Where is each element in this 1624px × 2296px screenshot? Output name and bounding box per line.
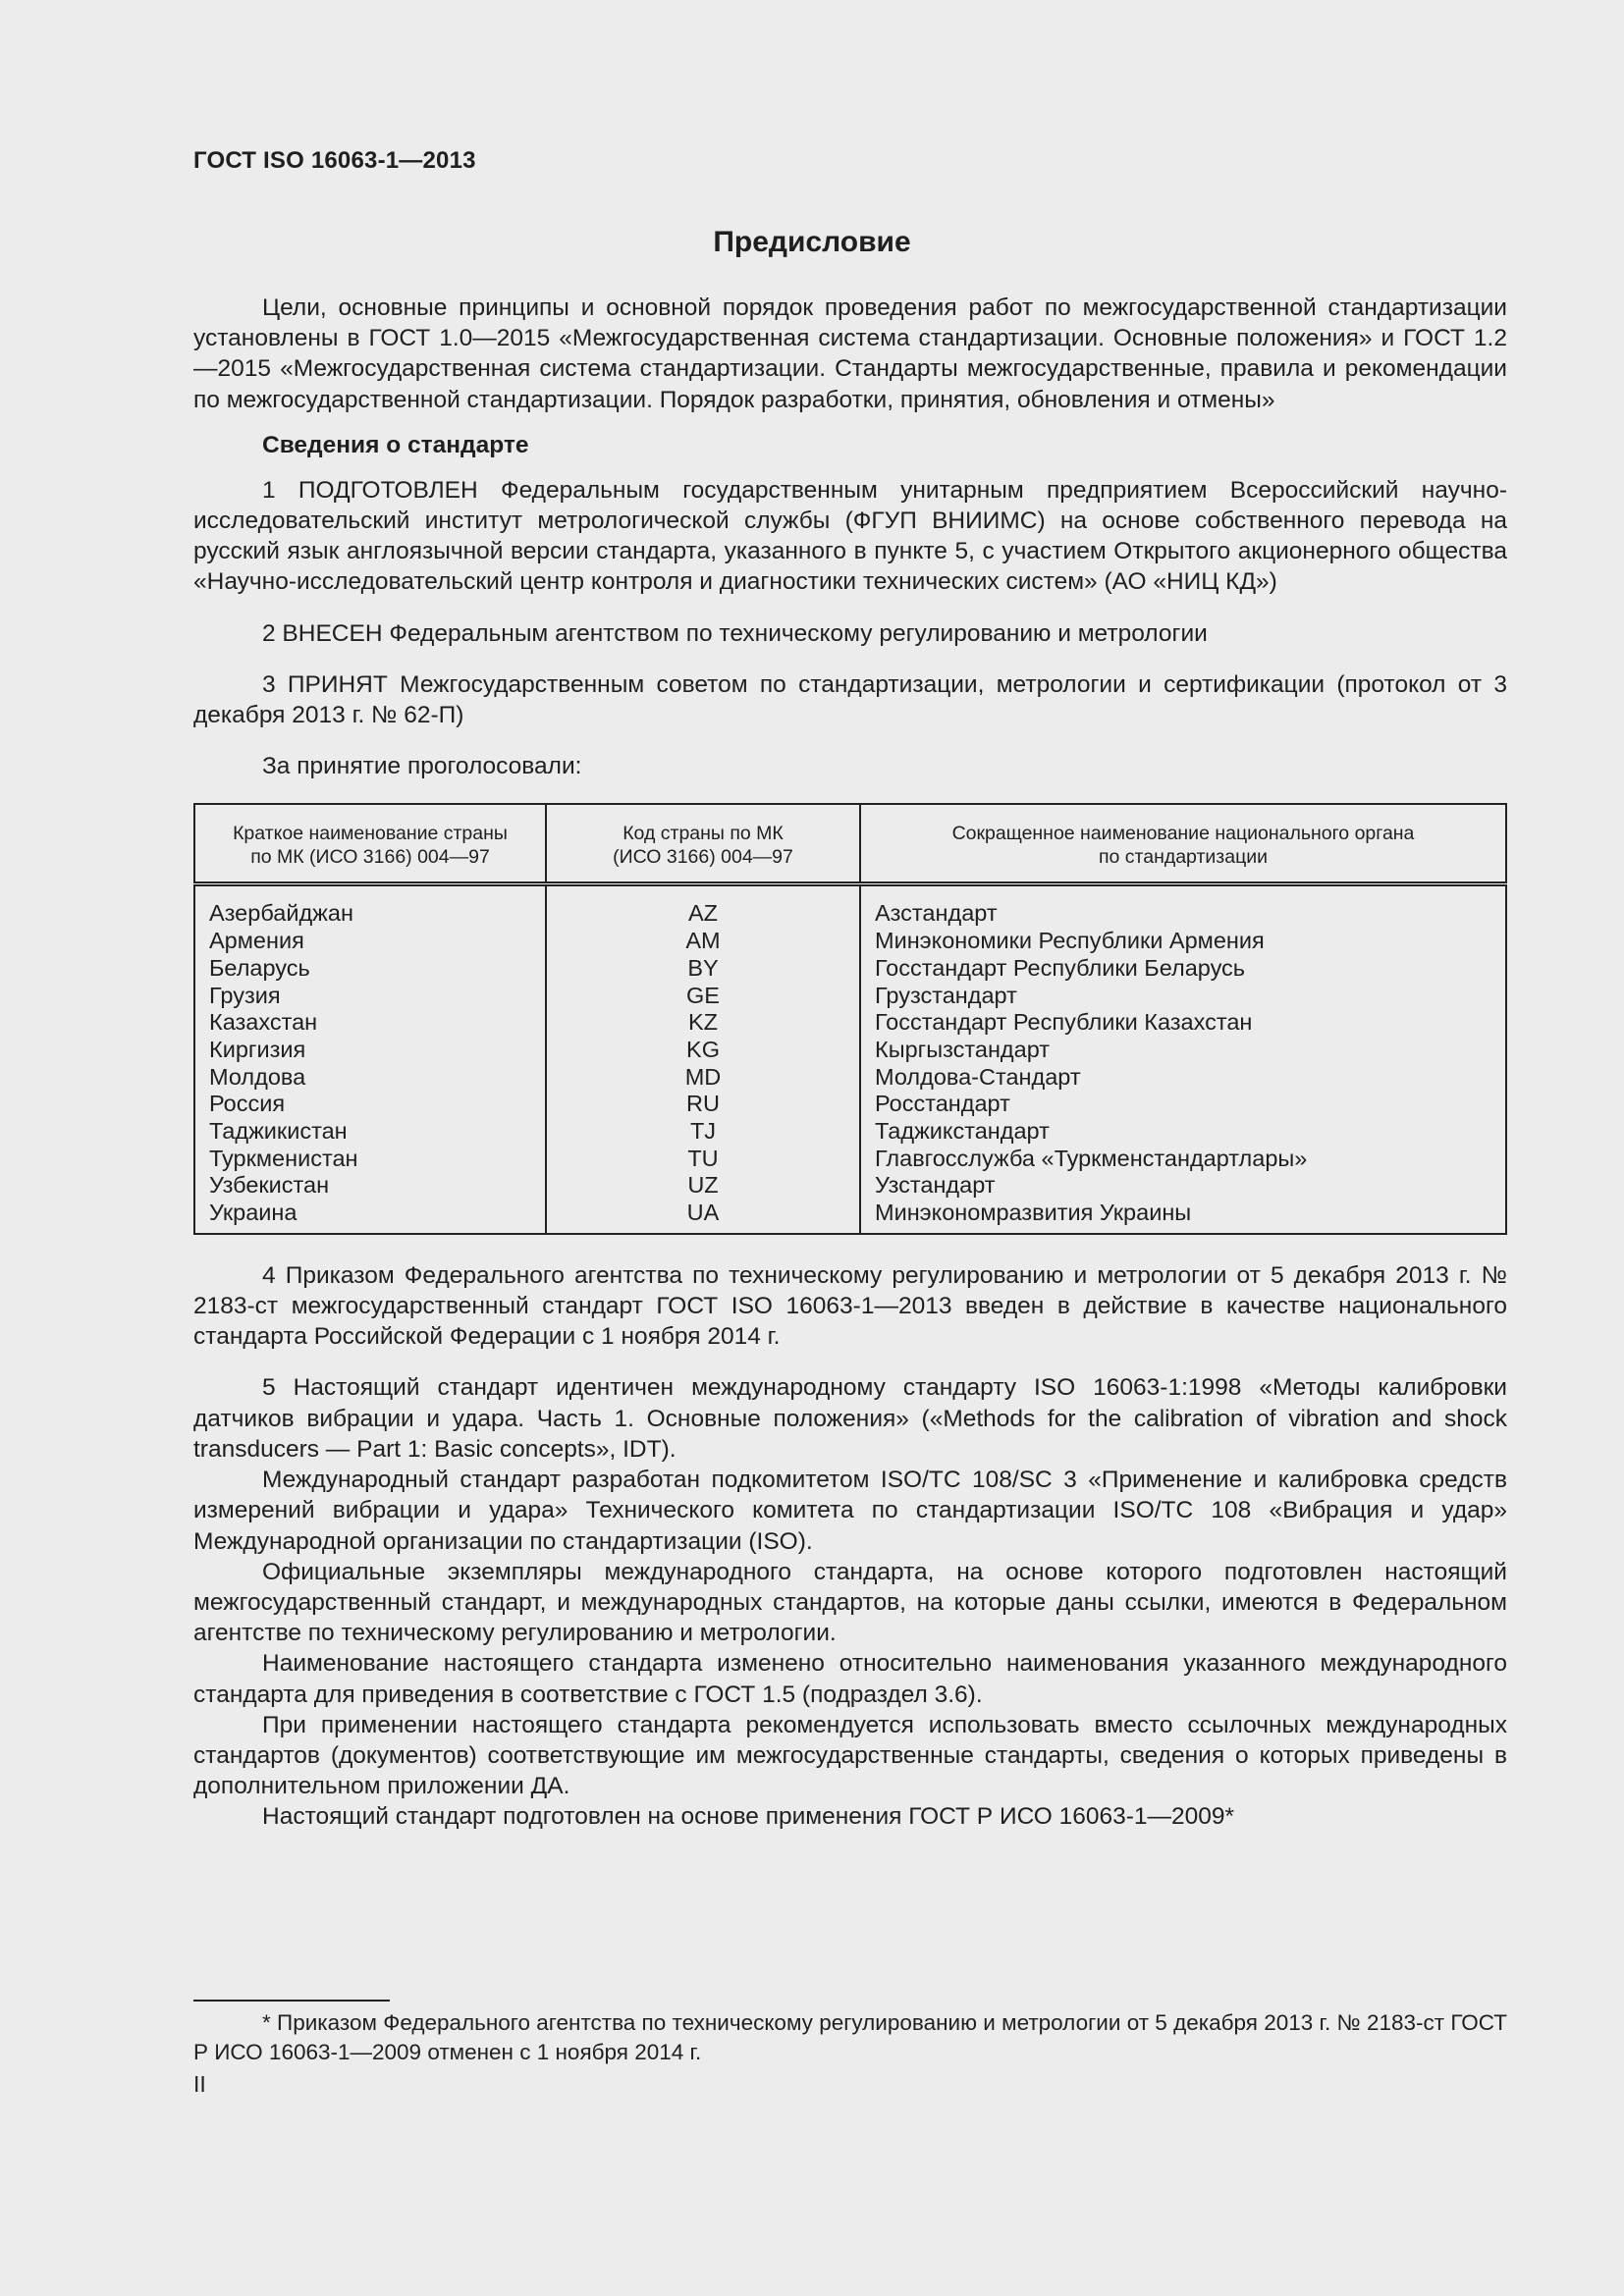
body-cell: Узстандарт — [875, 1172, 996, 1199]
country-cell: Туркменистан — [209, 1145, 358, 1171]
page-number: II — [193, 2071, 206, 2097]
item-1: 1 ПОДГОТОВЛЕН Федеральным государственным унитарным предприятием Всероссийский научно-исследовательский институт метрологической службы (ФГУП ВНИИМС) на основе собственного перевода на русский язык англоязычной версии стандарта, указанного в пункте 5, с участием Открытого акционерного общества «Научно-исследовательский центр контроля и диагностики технических систем» (АО «НИЦ КД») — [193, 476, 1507, 596]
table-body-row — [194, 884, 1506, 1234]
code-column — [546, 884, 860, 1234]
section-heading: Сведения о стандарте — [262, 431, 529, 458]
item-5-paragraph-6: Настоящий стандарт подготовлен на основе применения ГОСТ Р ИСО 16063-1—2009* — [262, 1803, 1235, 1831]
body-cell: Молдова-Стандарт — [875, 1063, 1081, 1090]
document-body — [193, 293, 1507, 1833]
item-2: 2 ВНЕСЕН Федеральным агентством по техническому регулированию и метрологии — [262, 619, 1208, 647]
country-cell: Азербайджан — [209, 900, 353, 927]
country-cell: Узбекистан — [209, 1172, 330, 1199]
body-cell: Азстандарт — [875, 900, 998, 927]
header-country: Краткое наименование страны по МК (ИСО 3166) 004—97 — [194, 804, 546, 884]
item-5-paragraph-4: Наименование настоящего стандарта изменено относительно наименования указанного международного стандарта для приведения в соответствие с ГОСТ 1.5 (подраздел 3.6). — [193, 1650, 1507, 1708]
body-cell: Госстандарт Республики Казахстан — [875, 1009, 1253, 1036]
page-title: Предисловие — [713, 226, 911, 258]
body-cell: Минэкономразвития Украины — [875, 1200, 1192, 1226]
item-4: 4 Приказом Федерального агентства по техническому регулированию и метрологии от 5 декабря 2013 г. № 2183-ст межгосударственный стандарт ГОСТ ISO 16063-1—2013 введен в действие в качестве национального стандарта Российской Федерации с 1 ноября 2014 г. — [193, 1261, 1507, 1351]
code-cell: KZ — [687, 1009, 719, 1036]
code-cell: TU — [687, 1145, 719, 1171]
code-cell: AM — [685, 928, 721, 954]
item-3: 3 ПРИНЯТ Межгосударственным советом по стандартизации, метрологии и сертификации (протокол от 3 декабря 2013 г. № 62-П) — [193, 670, 1507, 729]
body-cell: Росстандарт — [875, 1091, 1010, 1117]
code-cell: KG — [686, 1036, 720, 1062]
item-5-paragraph-2: Международный стандарт разработан подкомитетом ISO/TC 108/SC 3 «Применение и калибровка средств измерений вибрации и удара» Технического комитета по стандартизации ISO/TC 108 «Вибрация и удар» Международной организации по стандартизации (ISO). — [193, 1467, 1507, 1555]
code-cell: TJ — [689, 1118, 717, 1145]
body-cell: Кыргызстандарт — [875, 1036, 1051, 1062]
body-cell: Минэкономики Республики Армения — [875, 928, 1265, 954]
country-column — [194, 884, 546, 1234]
standards-body-column — [860, 884, 1506, 1234]
code-cell: BY — [687, 954, 719, 981]
item-5-paragraph-5: При применении настоящего стандарта рекомендуется использовать вместо ссылочных международных стандартов (документов) соответствующие им межгосударственные стандарты, сведения о которых приведены в дополнительном приложении ДА. — [193, 1711, 1507, 1800]
item-5-paragraph-3: Официальные экземпляры международного стандарта, на основе которого подготовлен настоящий межгосударственный стандарт, и международных стандартов, на которые даны ссылки, имеются в Федеральном агентстве по техническому регулированию и метрологии. — [193, 1558, 1507, 1647]
country-cell: Грузия — [209, 982, 281, 1008]
code-cell: AZ — [687, 900, 719, 927]
country-cell: Таджикистан — [209, 1118, 348, 1145]
header-code: Код страны по МК (ИСО 3166) 004—97 — [546, 804, 860, 884]
code-cell: UZ — [687, 1172, 719, 1199]
country-cell: Беларусь — [209, 954, 310, 981]
body-cell: Таджикстандарт — [875, 1118, 1050, 1145]
country-cell: Казахстан — [209, 1009, 318, 1036]
header-body: Сокращенное наименование национального органа по стандартизации — [860, 804, 1506, 884]
country-cell: Киргизия — [209, 1036, 306, 1062]
code-cell: GE — [686, 982, 720, 1008]
body-cell: Главгосслужба «Туркменстандартлары» — [875, 1145, 1308, 1171]
footnote: * Приказом Федерального агентства по техническому регулированию и метрологии от 5 декабря 2013 г. № 2183-ст ГОСТ Р ИСО 16063-1—2009 отменен с 1 ноября 2014 г. — [193, 2010, 1507, 2064]
code-cell: UA — [686, 1200, 720, 1226]
code-cell: MD — [684, 1063, 722, 1090]
body-cell: Госстандарт Республики Беларусь — [875, 954, 1246, 981]
code-cell: RU — [686, 1091, 720, 1117]
country-cell: Молдова — [209, 1063, 306, 1090]
country-cell: Украина — [209, 1200, 298, 1226]
country-cell: Россия — [209, 1091, 286, 1117]
intro-paragraph: Цели, основные принципы и основной порядок проведения работ по межгосударственной стандартизации установлены в ГОСТ 1.0—2015 «Межгосударственная система стандартизации. Основные положения» и ГОСТ 1.2—2015 «Межгосударственная система стандартизации. Стандарты межгосударственные, правила и рекомендации по межгосударственной стандартизации. Порядок разработки, принятия, обновления и отмены» — [193, 294, 1507, 413]
footnote-divider — [193, 2000, 390, 2002]
document-code: ГОСТ ISO 16063-1—2013 — [193, 147, 476, 174]
member-states-table — [193, 803, 1507, 1234]
table-header-row — [194, 804, 1506, 884]
body-cell: Грузстандарт — [875, 982, 1017, 1008]
item-5-paragraph-1: 5 Настоящий стандарт идентичен международному стандарту ISO 16063-1:1998 «Методы калибровки датчиков вибрации и удара. Часть 1. Основные положения» («Methods for the calibration of vibration and shock transducers — Part 1: Basic concepts», IDT). — [193, 1374, 1507, 1463]
voted-label: За принятие проголосовали: — [262, 753, 582, 780]
country-cell: Армения — [209, 928, 304, 954]
